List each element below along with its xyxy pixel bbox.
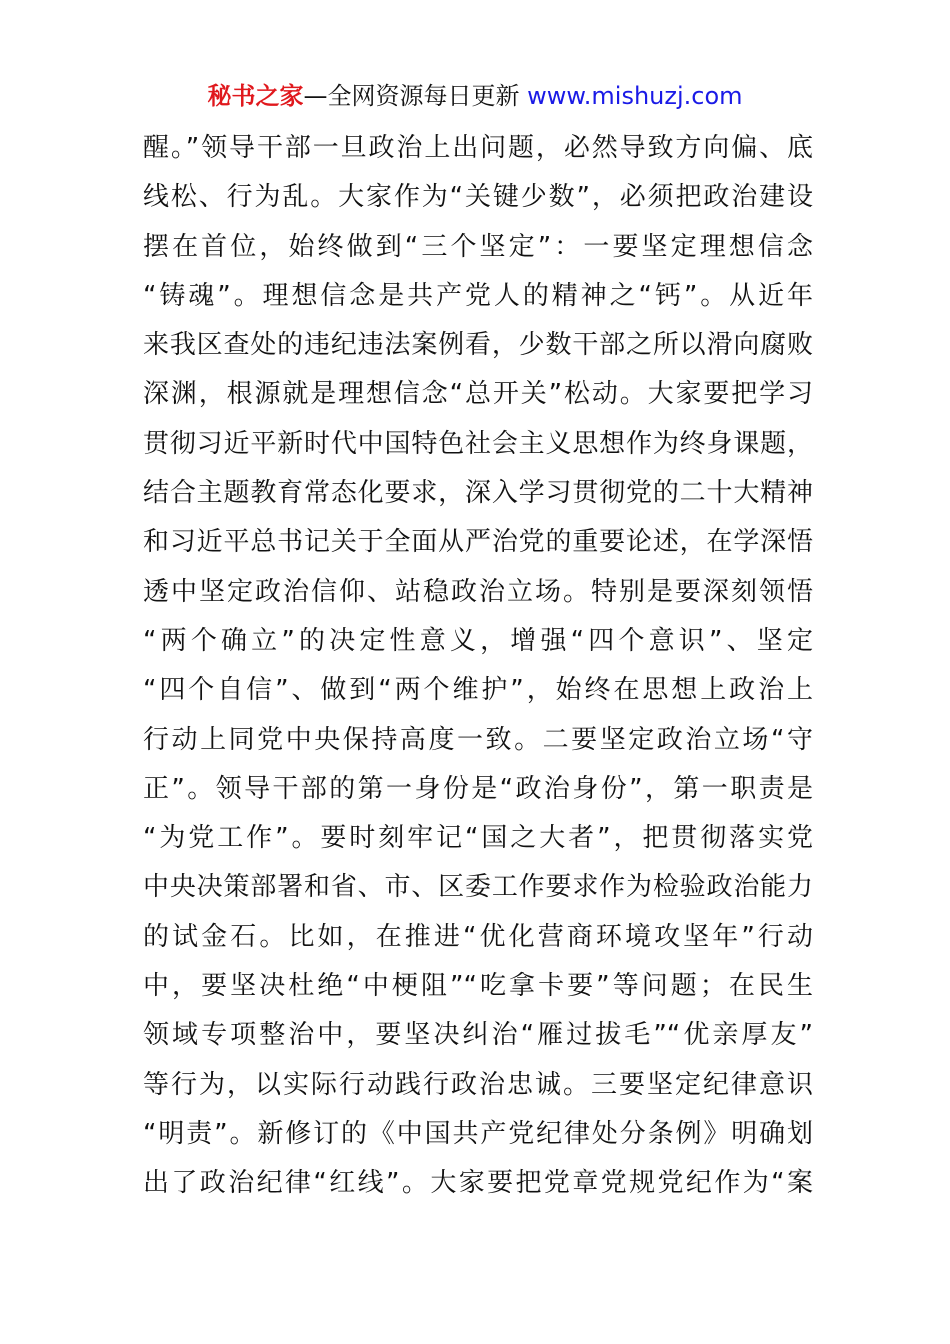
- text-line: “四个自信”、做到“两个维护”，始终在思想上政治上: [143, 675, 813, 706]
- site-brand: 秘书之家: [207, 82, 304, 110]
- document-body: [143, 124, 813, 1209]
- text-line: 领域专项整治中，要坚决纠治“雁过拔毛”“优亲厚友”: [143, 1020, 813, 1051]
- text-line: 摆在首位，始终做到“三个坚定”：一要坚定理想信念: [143, 231, 813, 262]
- text-line: “为党工作”。要时刻牢记“国之大者”，把贯彻落实党: [143, 823, 813, 854]
- text-line: 来我区查处的违纪违法案例看，少数干部之所以滑向腐败: [143, 330, 813, 361]
- text-line: 结合主题教育常态化要求，深入学习贯彻党的二十大精神: [143, 478, 813, 509]
- site-url-link[interactable]: www.mishuzj.com: [527, 82, 743, 110]
- text-line: “明责”。新修订的《中国共产党纪律处分条例》明确划: [143, 1118, 813, 1149]
- text-line: 中央决策部署和省、市、区委工作要求作为检验政治能力: [143, 872, 813, 903]
- text-line: “两个确立”的决定性意义，增强“四个意识”、坚定: [143, 625, 813, 656]
- text-line: 醒。”领导干部一旦政治上出问题，必然导致方向偏、底: [143, 133, 813, 163]
- text-line: 贯彻习近平新时代中国特色社会主义思想作为终身课题，: [143, 428, 813, 459]
- site-header: [0, 80, 950, 112]
- text-line: 行动上同党中央保持高度一致。二要坚定政治立场“守: [143, 724, 813, 755]
- text-line: 的试金石。比如，在推进“优化营商环境攻坚年”行动: [143, 921, 813, 952]
- text-line: 正”。领导干部的第一身份是“政治身份”，第一职责是: [143, 773, 813, 804]
- text-line: 出了政治纪律“红线”。大家要把党章党规党纪作为“案: [143, 1168, 813, 1199]
- text-line: 深渊，根源就是理想信念“总开关”松动。大家要把学习: [143, 379, 813, 410]
- text-line: “铸魂”。理想信念是共产党人的精神之“钙”。从近年: [143, 280, 813, 311]
- site-tagline: —全网资源每日更新: [303, 82, 528, 110]
- text-line: 中，要坚决杜绝“中梗阻”“吃拿卡要”等问题；在民生: [143, 971, 813, 1002]
- text-line: 等行为，以实际行动践行政治忠诚。三要坚定纪律意识: [143, 1069, 813, 1100]
- text-line: 线松、行为乱。大家作为“关键少数”，必须把政治建设: [143, 182, 813, 213]
- text-line: 透中坚定政治信仰、站稳政治立场。特别是要深刻领悟: [143, 576, 813, 607]
- text-line: 和习近平总书记关于全面从严治党的重要论述，在学深悟: [143, 527, 813, 558]
